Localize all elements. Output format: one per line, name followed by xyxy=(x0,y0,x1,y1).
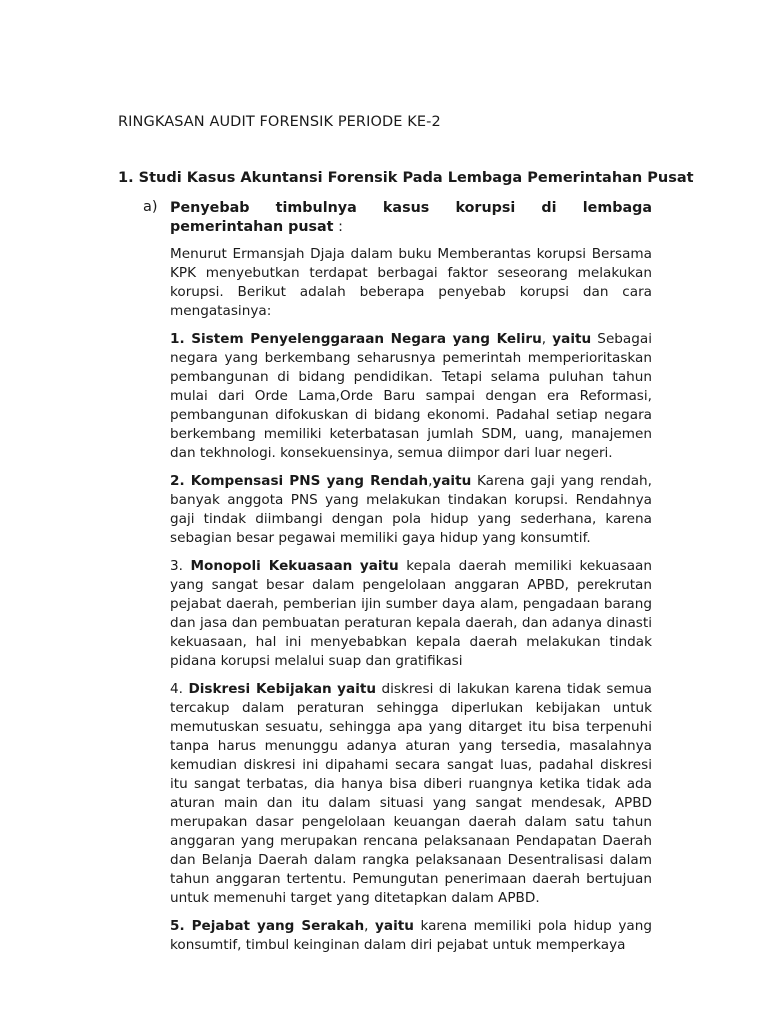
item-separator: , xyxy=(428,473,433,489)
item-separator: , xyxy=(364,918,376,934)
list-item-4 xyxy=(170,680,652,908)
item-term: Sistem Penyelenggaraan Negara yang Keliru xyxy=(191,331,542,347)
item-text: Karena gaji yang rendah, banyak anggota PNS yang melakukan tindakan korupsi. Rendahnya gaji tindak diimbangi dengan pola hidup yang sederhana, karena sebagian besar pegawai memiliki gaya hidup yang konsumtif. xyxy=(170,473,652,546)
item-separator xyxy=(352,558,360,574)
item-number: 5. xyxy=(170,918,192,934)
document-title: RINGKASAN AUDIT FORENSIK PERIODE KE-2 xyxy=(118,114,441,130)
item-number: 4. xyxy=(170,681,189,697)
item-yaitu: yaitu xyxy=(375,918,414,934)
item-text: karena memiliki pola hidup yang konsumtif, timbul keinginan dalam diri pejabat untuk memperkaya xyxy=(170,918,652,953)
list-item-2 xyxy=(170,472,652,548)
item-yaitu: yaitu xyxy=(337,681,377,697)
content-body xyxy=(170,199,652,964)
item-number: 3. xyxy=(170,558,191,574)
list-item-3 xyxy=(170,557,652,671)
list-item-5 xyxy=(170,917,652,955)
sub-heading-text: Penyebab timbulnya kasus korupsi di lembaga pemerintahan pusat xyxy=(170,200,652,235)
section-heading: 1. Studi Kasus Akuntansi Forensik Pada Lembaga Pemerintahan Pusat xyxy=(118,170,694,186)
item-text: diskresi di lakukan karena tidak semua tercakup dalam peraturan sehingga diperlukan kebijakan untuk memutuskan sesuatu, sehingga apa yang ditarget itu bisa terpenuhi tanpa harus menunggu adanya aturan yang tersedia, masalahnya kemudian diskresi ini dipahami secara sangat luas, padahal diskresi itu sangat terbatas, dia hanya bisa diberi ruangnya ketika tidak ada aturan main dan itu dalam situasi yang sangat mendesak, APBD merupakan dasar pengelolaan keuangan daerah dalam satu tahun anggaran yang merupakan rencana pelaksanaan Pendapatan Daerah dan Belanja Daerah dalam rangka pelaksanaan Desentralisasi dalam tahun anggaran tertentu. Pemungutan penerimaan daerah bertujuan untuk memenuhi target yang ditetapkan dalam APBD. xyxy=(170,681,652,906)
item-term: Diskresi Kebijakan xyxy=(188,681,332,697)
intro-paragraph: Menurut Ermansjah Djaja dalam buku Memberantas korupsi Bersama KPK menyebutkan terdapat berbagai faktor seseorang melakukan korupsi. Berikut adalah beberapa penyebab korupsi dan cara mengatasinya: xyxy=(170,246,652,319)
item-term: Kompensasi PNS yang Rendah xyxy=(190,473,429,489)
item-number: 2. xyxy=(170,473,191,489)
item-yaitu: yaitu xyxy=(359,558,399,574)
item-text: Sebagai negara yang berkembang seharusnya pemerintah memperioritaskan pembangunan di bidang pendidikan. Tetapi selama puluhan tahun mulai dari Orde Lama,Orde Baru sampai dengan era Reformasi, pembangunan difokuskan di bidang ekonomi. Padahal setiap negara berkembang memiliki keterbatasan jumlah SDM, uang, manajemen dan tekhnologi. konsekuensinya, semua diimpor dari luar negeri. xyxy=(170,331,652,461)
item-term: Pejabat yang Serakah xyxy=(191,918,365,934)
item-term: Monopoli Kekuasaan xyxy=(190,558,353,574)
item-yaitu: yaitu xyxy=(432,473,472,489)
item-number: 1. xyxy=(170,331,192,347)
list-item-1 xyxy=(170,330,652,463)
sub-marker: a) xyxy=(143,199,158,215)
sub-heading xyxy=(170,199,652,237)
item-separator: , xyxy=(541,331,553,347)
sub-heading-suffix: : xyxy=(333,219,343,235)
item-text: kepala daerah memiliki kekuasaan yang sangat besar dalam pengelolaan anggaran APBD, perekrutan pejabat daerah, pemberian ijin sumber daya alam, pengadaan barang dan jasa dan pembuatan peraturan kepala daerah, dan adanya dinasti kekuasaan, hal ini menyebabkan kepala daerah melakukan tindak pidana korupsi melalui suap dan gratifikasi xyxy=(170,558,652,669)
item-yaitu: yaitu xyxy=(552,331,592,347)
